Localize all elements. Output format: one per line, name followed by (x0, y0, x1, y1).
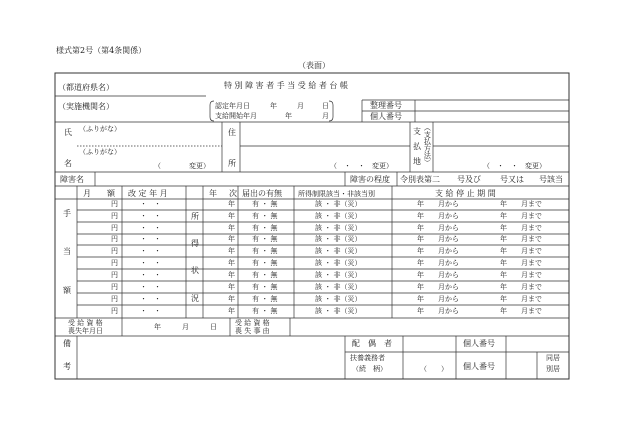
row-report: 有 ・ 無 (252, 295, 278, 303)
disability-name-field[interactable] (96, 173, 344, 185)
loss-reason-label-1: 受 給 資 格 (235, 319, 270, 327)
cert-month-unit: 月 (297, 102, 304, 110)
row-income-limit: 該 ・ 非（災） (315, 212, 362, 220)
row-report: 有 ・ 無 (252, 259, 278, 267)
col-income-limit-header: 所得制限該当・非該当別 (298, 190, 375, 198)
row-report: 有 ・ 無 (252, 224, 278, 232)
col-report-header: 届出の有無 (242, 189, 282, 198)
row-income-limit: 該 ・ 非（災） (315, 235, 362, 243)
row-until: 年 月まで (500, 235, 542, 243)
side-income-4: 況 (191, 294, 199, 303)
row-year: 年 (228, 235, 235, 243)
row-year: 年 (228, 271, 235, 279)
row-until: 年 月まで (500, 295, 542, 303)
remarks-field[interactable] (78, 337, 344, 378)
row-from: 年 月から (417, 200, 459, 208)
row-income-limit: 該 ・ 非（災） (315, 224, 362, 232)
row-year: 年 (228, 259, 235, 267)
row-yen: 円 (111, 283, 118, 291)
disability-degree-label: 障害の程度 (350, 175, 390, 184)
pay-place-label-2: 払 (413, 142, 421, 151)
row-until: 年 月まで (500, 271, 542, 279)
pay-method-label: （支払方法） (423, 124, 432, 166)
row-yen: 円 (111, 271, 118, 279)
row-until: 年 月まで (500, 259, 542, 267)
pay-place-label-1: 支 (413, 127, 421, 136)
side-amount-label: 額 (63, 286, 71, 295)
side-income-2: 得 (191, 239, 199, 248)
row-until: 年 月まで (500, 200, 542, 208)
item-applies-label: 号該当 (539, 175, 563, 184)
cohabit-label: 同居 (546, 354, 560, 362)
address-label-top: 住 (228, 128, 236, 137)
row-income-limit: 該 ・ 非（災） (315, 307, 362, 315)
row-yen: 円 (111, 307, 118, 315)
row-from: 年 月から (417, 247, 459, 255)
row-until: 年 月まで (500, 247, 542, 255)
agency-label: （実施機関名） (58, 102, 114, 111)
separate-label: 別居 (546, 365, 560, 373)
personal-number-field[interactable] (416, 112, 568, 121)
col-revision-header: 改 定 年 月 (128, 189, 168, 198)
row-year: 年 (228, 307, 235, 315)
row-income-limit: 該 ・ 非（災） (315, 271, 362, 279)
row-report: 有 ・ 無 (252, 235, 278, 243)
row-until: 年 月まで (500, 212, 542, 220)
row-revision-date: ・ ・ (140, 212, 161, 220)
row-yen: 円 (111, 200, 118, 208)
furigana-label-2: （ふりがな） (79, 148, 121, 156)
spouse-personal-number-label: 個人番号 (463, 339, 495, 348)
row-from: 年 月から (417, 295, 459, 303)
pay-place-label-3: 地 (413, 157, 421, 166)
loss-date-label-1: 受 給 資 格 (68, 319, 103, 327)
row-revision-date: ・ ・ (140, 200, 161, 208)
row-income-limit: 該 ・ 非（災） (315, 259, 362, 267)
name-label-bottom: 名 (64, 159, 72, 168)
supporter-label-1: 扶養義務者 (350, 354, 385, 362)
row-from: 年 月から (417, 271, 459, 279)
row-revision-date: ・ ・ (140, 295, 161, 303)
side-allow-label: 当 (63, 247, 71, 256)
page-title: 特 別 障 害 者 手 当 受 給 者 台 帳 (224, 81, 348, 90)
row-income-limit: 該 ・ 非（災） (315, 295, 362, 303)
row-income-limit: 該 ・ 非（災） (315, 200, 362, 208)
cert-date-label: 認定年月日 (215, 102, 250, 110)
side-hand-label: 手 (63, 209, 71, 218)
remarks-label-top: 備 (63, 339, 71, 348)
row-report: 有 ・ 無 (252, 271, 278, 279)
row-revision-date: ・ ・ (140, 235, 161, 243)
pay-change-note: （ ・ ・ 変更） (483, 162, 546, 170)
row-until: 年 月まで (500, 307, 542, 315)
row-year: 年 (228, 283, 235, 291)
row-report: 有 ・ 無 (252, 307, 278, 315)
loss-reason-label-2: 喪 失 事 由 (235, 327, 270, 335)
row-yen: 円 (111, 247, 118, 255)
row-revision-date: ・ ・ (140, 259, 161, 267)
row-revision-date: ・ ・ (140, 283, 161, 291)
disability-name-label: 障害名 (60, 175, 84, 184)
name-change-note: （ 変更） (154, 162, 210, 170)
row-year: 年 (228, 224, 235, 232)
row-until: 年 月まで (500, 224, 542, 232)
supporter-relation-paren: （ ） (420, 365, 448, 373)
row-yen: 円 (111, 259, 118, 267)
pay-start-year-unit: 年 (285, 112, 292, 120)
spouse-label: 配 偶 者 (352, 339, 392, 348)
name-label-top: 氏 (64, 128, 72, 137)
row-from: 年 月から (417, 212, 459, 220)
side-income-3: 状 (191, 266, 199, 275)
row-yen: 円 (111, 212, 118, 220)
spouse-personal-number-field[interactable] (507, 337, 568, 351)
col-amount-header: 額 (107, 189, 115, 198)
row-report: 有 ・ 無 (252, 200, 278, 208)
item-or-label: 号又は (500, 175, 524, 184)
row-from: 年 月から (417, 235, 459, 243)
remarks-label-bottom: 考 (63, 362, 71, 371)
row-report: 有 ・ 無 (252, 247, 278, 255)
ref-number-label: 整理番号 (370, 101, 402, 110)
col-year-header: 年 (209, 189, 217, 198)
personal-number-label: 個人番号 (370, 112, 402, 121)
pay-start-month-unit: 月 (322, 112, 329, 120)
prefecture-label: （都道府県名） (58, 83, 114, 92)
row-year: 年 (228, 200, 235, 208)
loss-date-value: 年 月 日 (154, 323, 217, 331)
address-label-bottom: 所 (228, 159, 236, 168)
row-yen: 円 (111, 295, 118, 303)
row-revision-date: ・ ・ (140, 271, 161, 279)
row-from: 年 月から (417, 283, 459, 291)
supporter-personal-number-label: 個人番号 (463, 362, 495, 371)
furigana-label-1: （ふりがな） (79, 125, 121, 133)
side-label: （表面） (298, 61, 330, 70)
pay-start-label: 支給開始年月 (215, 112, 257, 120)
row-report: 有 ・ 無 (252, 212, 278, 220)
loss-reason-field[interactable] (291, 319, 568, 335)
cert-year-unit: 年 (270, 102, 277, 110)
side-income-1: 所 (191, 212, 199, 221)
col-suspension-header: 支 給 停 止 期 間 (435, 189, 496, 198)
row-from: 年 月から (417, 224, 459, 232)
row-income-limit: 該 ・ 非（災） (315, 283, 362, 291)
loss-date-label-2: 喪失年月日 (68, 327, 103, 335)
ref-number-field[interactable] (416, 101, 568, 110)
item-and-label: 号及び (457, 175, 481, 184)
row-year: 年 (228, 295, 235, 303)
row-yen: 円 (111, 224, 118, 232)
row-yen: 円 (111, 235, 118, 243)
supporter-label-2: （続 柄） (352, 365, 387, 373)
row-income-limit: 該 ・ 非（災） (315, 247, 362, 255)
row-year: 年 (228, 212, 235, 220)
form-number: 様式第2号（第4条関係） (56, 46, 147, 55)
col-month-header: 月 (83, 189, 91, 198)
row-revision-date: ・ ・ (140, 247, 161, 255)
row-revision-date: ・ ・ (140, 224, 161, 232)
col-fiscal-header: 次 (229, 189, 237, 198)
cert-day-unit: 日 (322, 102, 329, 110)
order-table-label: 令別表第二 (400, 175, 440, 184)
row-from: 年 月から (417, 259, 459, 267)
row-from: 年 月から (417, 307, 459, 315)
row-revision-date: ・ ・ (140, 307, 161, 315)
address-change-note: （ ・ ・ 変更） (330, 162, 393, 170)
row-until: 年 月まで (500, 283, 542, 291)
row-year: 年 (228, 247, 235, 255)
row-report: 有 ・ 無 (252, 283, 278, 291)
